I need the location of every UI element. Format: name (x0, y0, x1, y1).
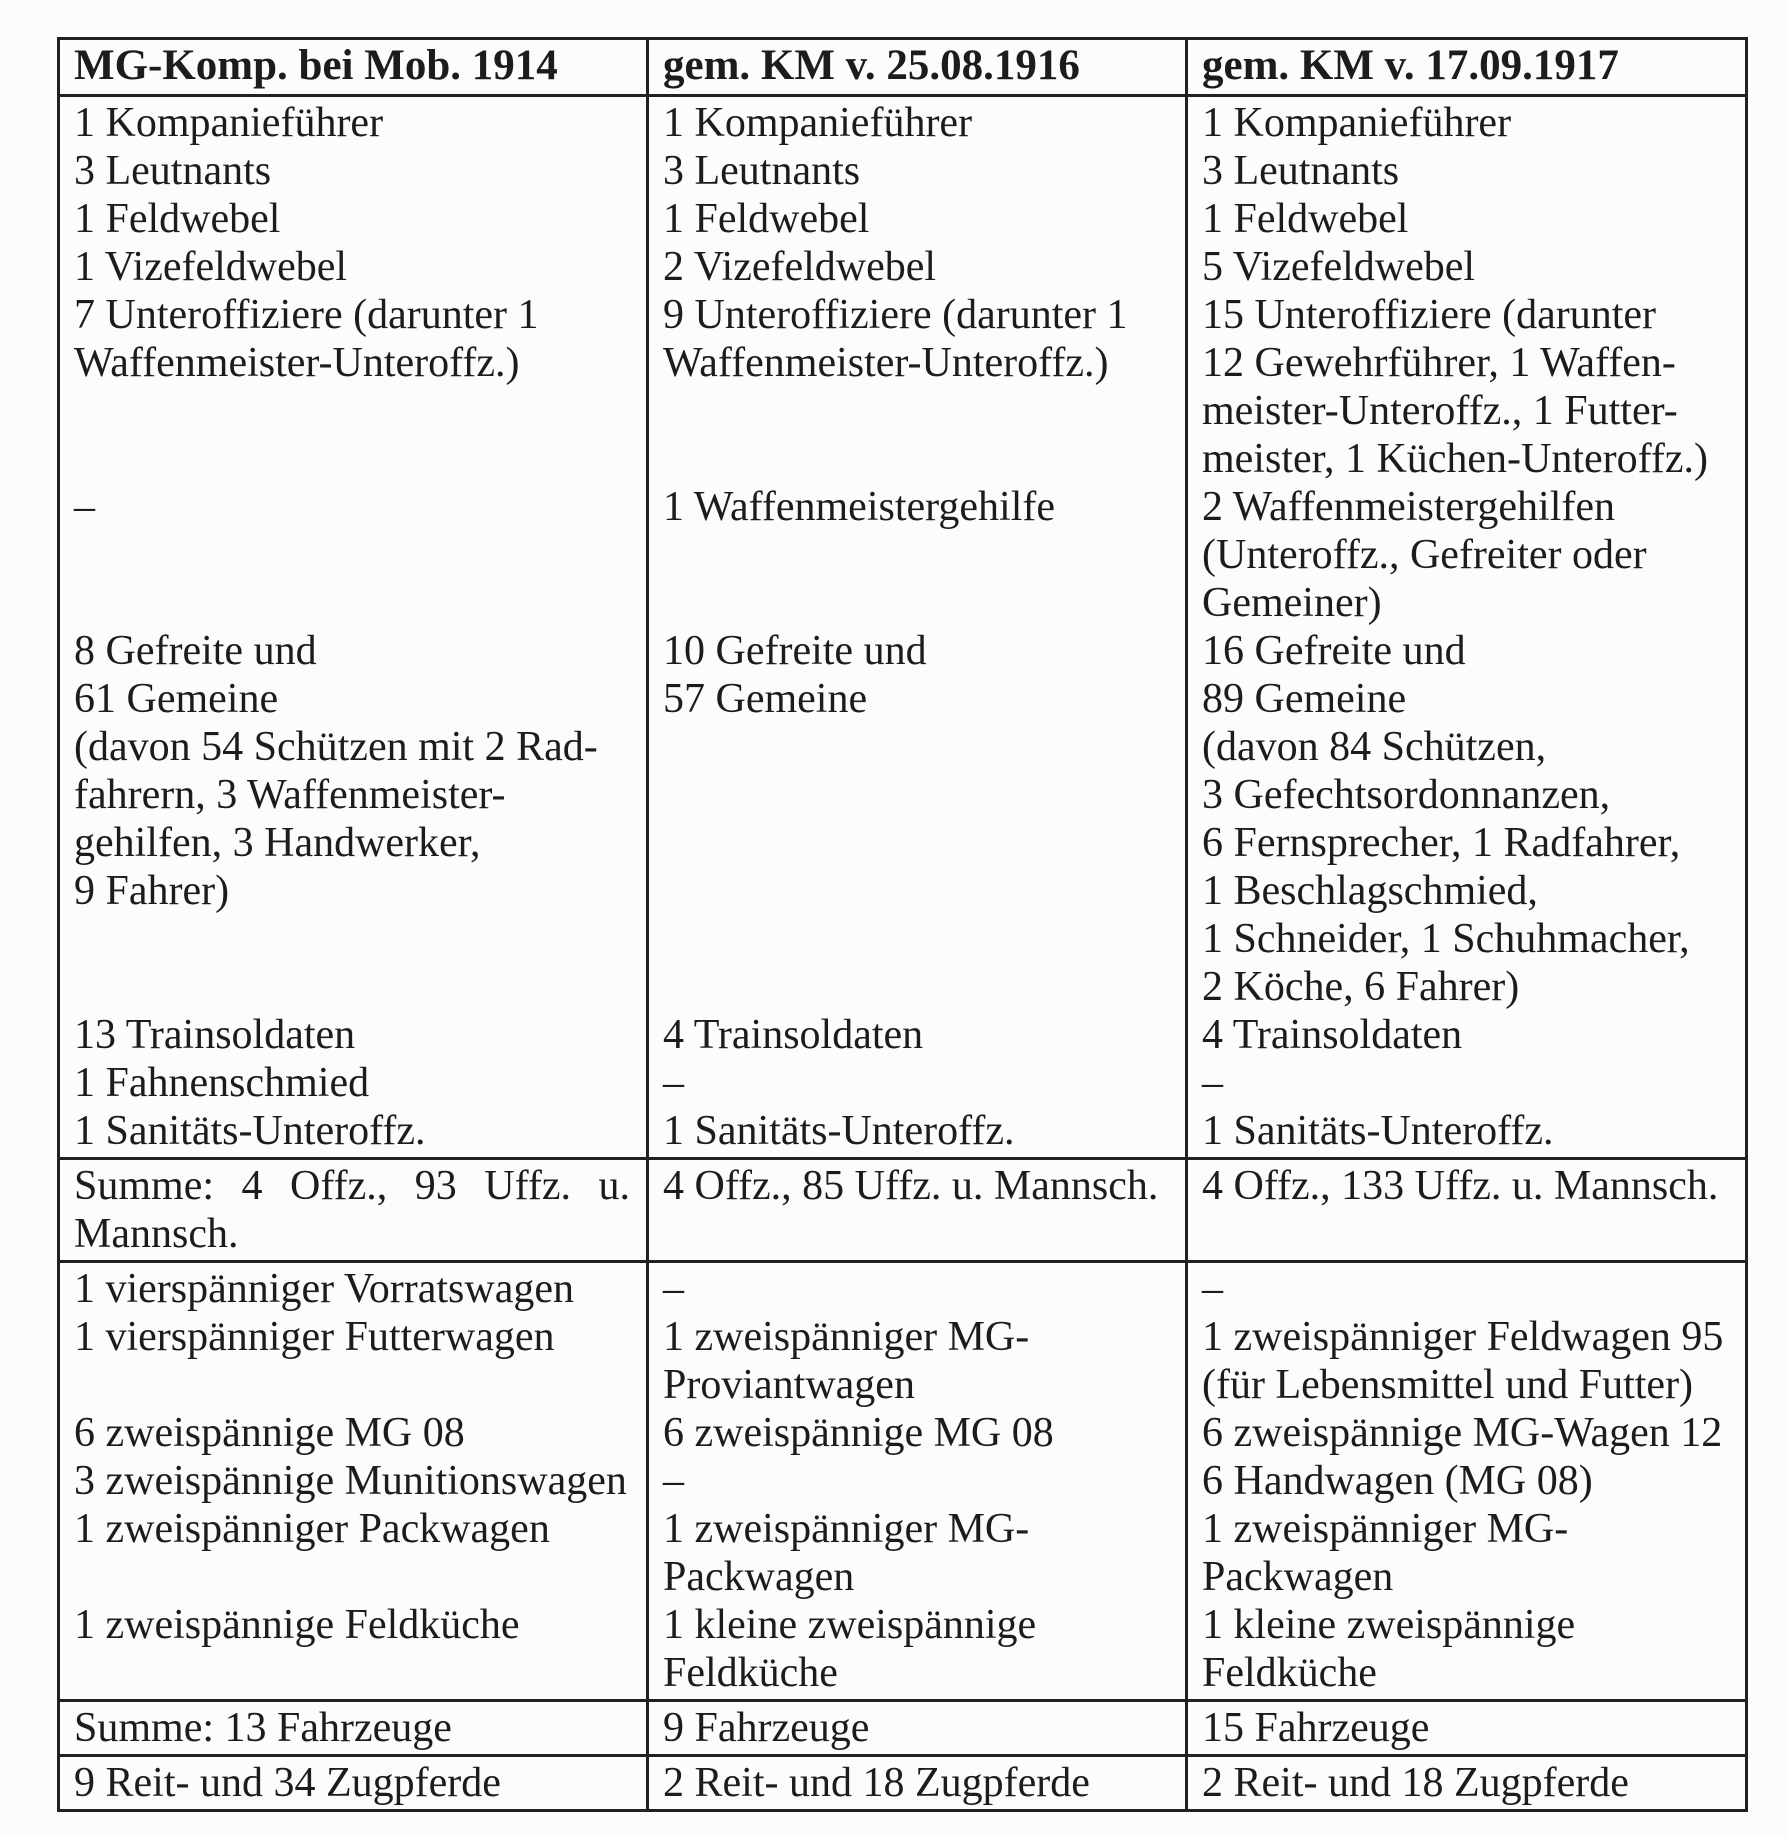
text-line: fahrern, 3 Waffenmeister- (74, 772, 506, 818)
text-line: 15 Fahrzeuge (1202, 1705, 1430, 1751)
personnel-cell-1914 (59, 96, 648, 1159)
text-line (74, 915, 640, 963)
text-line: 2 Waffenmeistergehilfen (1202, 484, 1615, 530)
text-line: 9 Unteroffiziere (darunter 1 (663, 292, 1128, 338)
text-line: 2 Reit- und 18 Zugpferde (663, 1760, 1090, 1806)
horses-cell-1917 (1187, 1756, 1747, 1811)
text-line: 1 Sanitäts-Unteroffz. (74, 1108, 426, 1154)
text-line (663, 435, 1179, 483)
text-line: 1 Fahnenschmied (74, 1060, 370, 1106)
text-line: Mannsch. (74, 1211, 239, 1257)
text-line: 16 Gefreite und (1202, 628, 1466, 674)
vehicles-cell-1914 (59, 1262, 648, 1701)
text-line: 2 Köche, 6 Fahrer) (1202, 964, 1520, 1010)
text-line: Packwagen (663, 1554, 855, 1600)
text-line (663, 915, 1179, 963)
text-line: meister-Unteroffz., 1 Futter- (1202, 388, 1678, 434)
text-line: 57 Gemeine (663, 676, 868, 722)
text-line: 10 Gefreite und (663, 628, 927, 674)
text-line: 1 zweispänniger MG- (663, 1506, 1030, 1552)
text-line: 61 Gemeine (74, 676, 279, 722)
text-line (663, 771, 1179, 819)
text-line: – (74, 484, 95, 530)
horses-row (59, 1756, 1747, 1811)
text-line: 15 Unteroffiziere (darunter (1202, 292, 1657, 338)
text-line: 2 Reit- und 18 Zugpferde (1202, 1760, 1629, 1806)
text-line: – (663, 1266, 684, 1312)
text-line: (davon 54 Schützen mit 2 Rad- (74, 724, 598, 770)
text-line: 3 Leutnants (74, 148, 272, 194)
text-line (74, 387, 640, 435)
text-line (74, 1649, 640, 1697)
text-line: 1 kleine zweispännige (663, 1602, 1037, 1648)
text-line: 5 Vizefeldwebel (1202, 244, 1476, 290)
text-line: – (1202, 1266, 1223, 1312)
text-line: (für Lebensmittel und Futter) (1202, 1362, 1694, 1408)
text-line: (Unteroffz., Gefreiter oder (1202, 532, 1647, 578)
text-line: 4 Trainsoldaten (1202, 1012, 1463, 1058)
vehicles-cell-1917 (1187, 1262, 1747, 1701)
vehicles-cell-1916 (648, 1262, 1187, 1701)
personnel-sum-cell-1917 (1187, 1159, 1747, 1262)
text-line: 8 Gefreite und (74, 628, 317, 674)
text-line: 1 Feldwebel (74, 196, 281, 242)
personnel-cell-1917 (1187, 96, 1747, 1159)
text-line: 1 zweispännige Feldküche (74, 1602, 520, 1648)
text-line: 1 zweispänniger MG- (663, 1314, 1030, 1360)
header-cell-km-1917: gem. KM v. 17.09.1917 (1187, 39, 1747, 96)
text-line: 89 Gemeine (1202, 676, 1407, 722)
text-line: 1 Sanitäts-Unteroffz. (663, 1108, 1015, 1154)
text-line: 6 Handwagen (MG 08) (1202, 1458, 1593, 1504)
text-line: 3 Leutnants (1202, 148, 1400, 194)
text-line: 9 Fahrer) (74, 868, 230, 914)
text-line: 3 Leutnants (663, 148, 861, 194)
horses-cell-1914 (59, 1756, 648, 1811)
text-line: Gemeiner) (1202, 580, 1382, 626)
text-line (74, 1553, 640, 1601)
header-cell-mob-1914: MG-Komp. bei Mob. 1914 (59, 39, 648, 96)
text-line: Proviantwagen (663, 1362, 915, 1408)
text-line (663, 531, 1179, 579)
text-line: 3 Gefechtsordonnanzen, (1202, 772, 1611, 818)
text-line: – (1202, 1060, 1223, 1106)
personnel-sum-cell-1916 (648, 1159, 1187, 1262)
text-line: 9 Fahrzeuge (663, 1705, 870, 1751)
text-line: 12 Gewehrführer, 1 Waffen- (1202, 340, 1676, 386)
text-line: 1 Kompanieführer (1202, 100, 1512, 146)
text-line: Packwagen (1202, 1554, 1394, 1600)
text-line: 6 zweispännige MG 08 (74, 1410, 465, 1456)
text-line: 1 Kompanieführer (74, 100, 384, 146)
text-line (663, 819, 1179, 867)
text-line: 9 Reit- und 34 Zugpferde (74, 1760, 501, 1806)
text-line (663, 867, 1179, 915)
vehicles-sum-cell-1914 (59, 1701, 648, 1756)
text-line: – (663, 1458, 684, 1504)
text-line: 1 Feldwebel (1202, 196, 1409, 242)
text-line (74, 1361, 640, 1409)
text-line: meister, 1 Küchen-Unteroffz.) (1202, 436, 1709, 482)
text-line: Summe: 4 Offz., 93 Uffz. u. (74, 1163, 630, 1209)
text-line: 3 zweispännige Munitionswagen (74, 1458, 627, 1504)
text-line (74, 435, 640, 483)
text-line: 2 Vizefeldwebel (663, 244, 937, 290)
text-line: 7 Unteroffiziere (darunter 1 (74, 292, 539, 338)
text-line: 6 zweispännige MG-Wagen 12 (1202, 1410, 1723, 1456)
text-line: 1 Kompanieführer (663, 100, 973, 146)
text-line: 1 zweispänniger Packwagen (74, 1506, 550, 1552)
text-line: 1 Schneider, 1 Schuhmacher, (1202, 916, 1690, 962)
header-row (59, 39, 1747, 96)
text-line: 1 Feldwebel (663, 196, 870, 242)
personnel-sum-cell-1914 (59, 1159, 648, 1262)
text-line: 1 Vizefeldwebel (74, 244, 348, 290)
text-line: 4 Trainsoldaten (663, 1012, 924, 1058)
text-line: 1 Beschlagschmied, (1202, 868, 1538, 914)
personnel-sum-row (59, 1159, 1747, 1262)
text-line (663, 579, 1179, 627)
text-line: Waffenmeister-Unteroffz.) (663, 340, 1109, 386)
horses-cell-1916 (648, 1756, 1187, 1811)
text-line (74, 963, 640, 1011)
text-line: (davon 84 Schützen, (1202, 724, 1547, 770)
mg-company-organization-table (57, 37, 1748, 1812)
text-line: 6 Fernsprecher, 1 Radfahrer, (1202, 820, 1681, 866)
text-line: 1 kleine zweispännige (1202, 1602, 1576, 1648)
vehicles-sum-cell-1916 (648, 1701, 1187, 1756)
text-line: 6 zweispännige MG 08 (663, 1410, 1054, 1456)
text-line: Waffenmeister-Unteroffz.) (74, 340, 520, 386)
text-line: 4 Offz., 85 Uffz. u. Mannsch. (663, 1163, 1159, 1209)
vehicles-sum-cell-1917 (1187, 1701, 1747, 1756)
text-line (74, 531, 640, 579)
text-line (74, 579, 640, 627)
text-line: 13 Trainsoldaten (74, 1012, 356, 1058)
text-line: Feldküche (1202, 1650, 1377, 1696)
vehicles-sum-row (59, 1701, 1747, 1756)
text-line (663, 723, 1179, 771)
text-line: 1 zweispänniger MG- (1202, 1506, 1569, 1552)
text-line: gehilfen, 3 Handwerker, (74, 820, 481, 866)
text-line: – (663, 1060, 684, 1106)
text-line (663, 963, 1179, 1011)
text-line: 1 Sanitäts-Unteroffz. (1202, 1108, 1554, 1154)
personnel-cell-1916 (648, 96, 1187, 1159)
text-line (663, 387, 1179, 435)
text-line: 1 Waffenmeistergehilfe (663, 484, 1055, 530)
vehicles-row (59, 1262, 1747, 1701)
text-line: 1 zweispänniger Feldwagen 95 (1202, 1314, 1724, 1360)
text-line: 4 Offz., 133 Uffz. u. Mannsch. (1202, 1163, 1719, 1209)
text-line: 1 vierspänniger Futterwagen (74, 1314, 555, 1360)
personnel-row (59, 96, 1747, 1159)
header-cell-km-1916: gem. KM v. 25.08.1916 (648, 39, 1187, 96)
text-line: Summe: 13 Fahrzeuge (74, 1705, 452, 1751)
text-line: 1 vierspänniger Vorratswagen (74, 1266, 574, 1312)
text-line: Feldküche (663, 1650, 838, 1696)
